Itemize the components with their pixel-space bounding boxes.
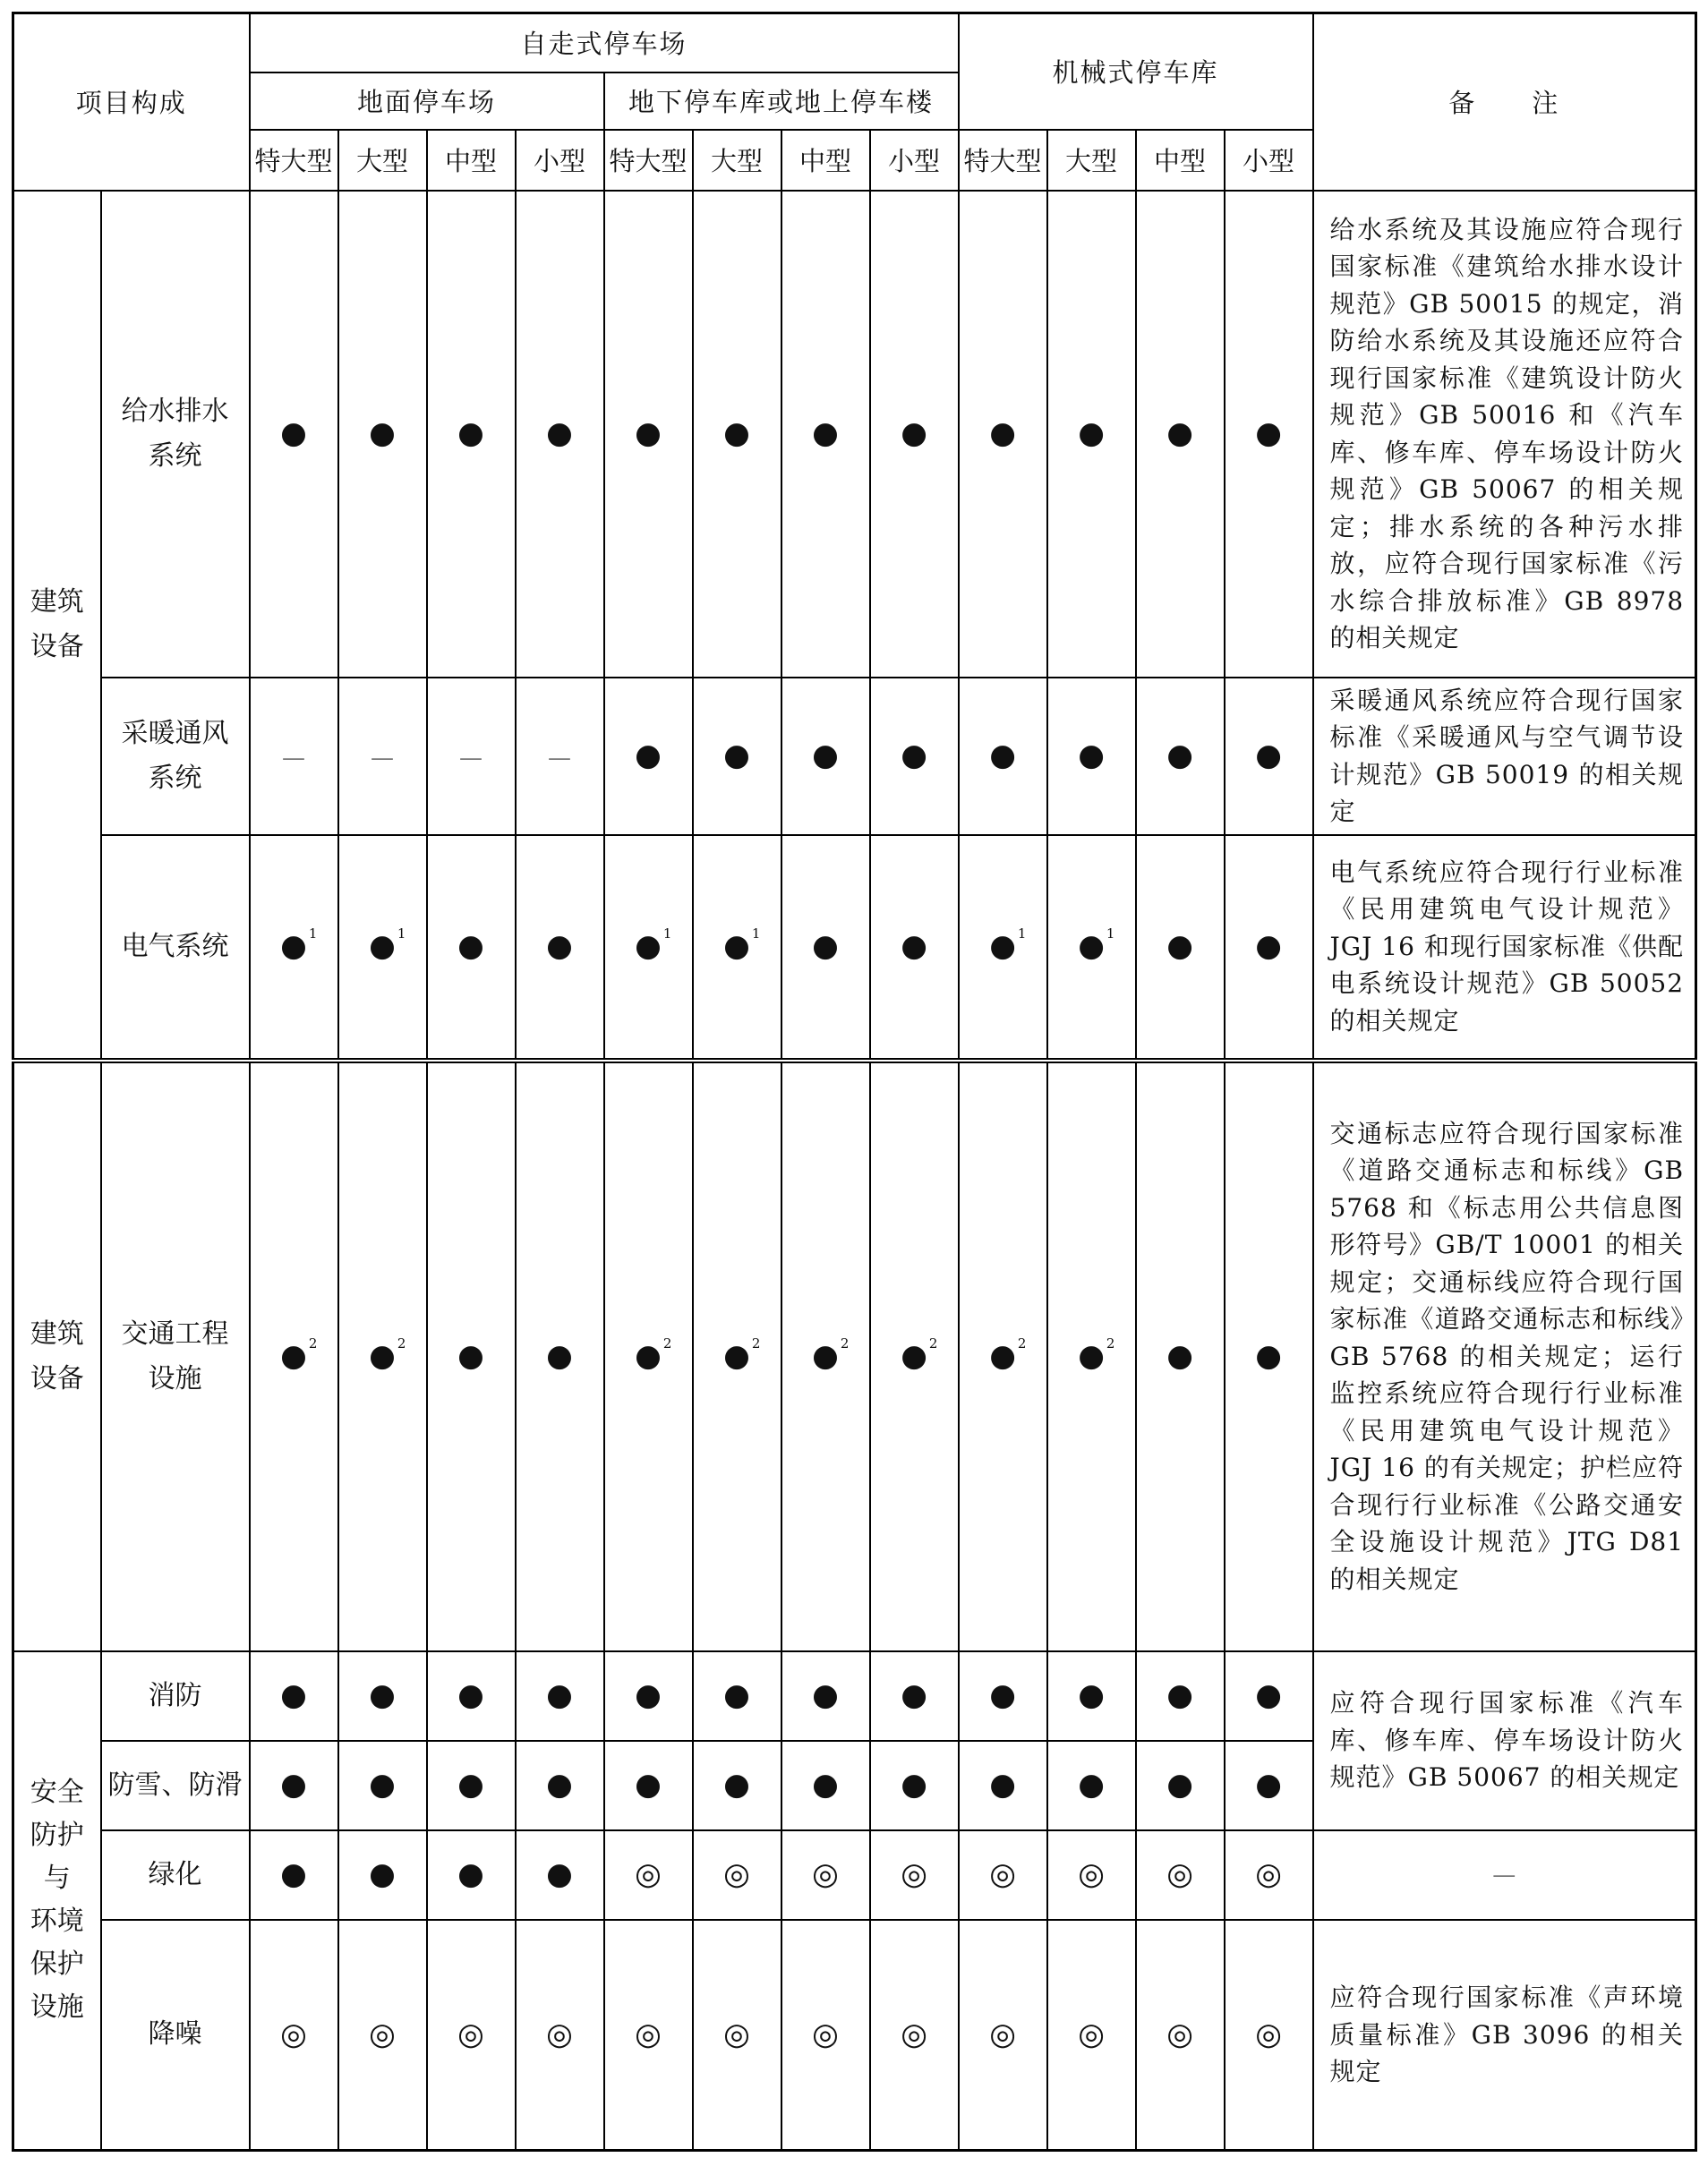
item-heating-ventilation: 采暖通风 系统 — [101, 678, 250, 835]
requirement-cell — [427, 1651, 516, 1741]
category-building-equipment-2: 建筑 设备 — [13, 1061, 101, 1651]
requirement-cell — [1047, 678, 1136, 835]
requirement-cell — [516, 1061, 604, 1651]
table-row — [13, 678, 1696, 835]
requirement-cell — [1047, 835, 1136, 1061]
table-row — [13, 835, 1696, 1061]
requirement-cell — [338, 678, 427, 835]
requirement-cell — [250, 191, 338, 678]
requirement-cell — [870, 678, 959, 835]
required-dot-icon: ● — [280, 1856, 307, 1892]
required-dot-icon: ● — [1166, 1338, 1193, 1374]
requirement-cell — [1225, 1920, 1313, 2151]
requirement-cell — [1136, 1651, 1225, 1741]
optional-circle-icon: ◎ — [457, 2016, 484, 2052]
size-header: 大型 — [338, 130, 427, 191]
footnote-marker: 1 — [1017, 925, 1027, 942]
table-row — [13, 1651, 1696, 1741]
required-dot-icon: ● — [635, 415, 662, 451]
remark-text: 采暖通风系统应符合现行国家标准《采暖通风与空气调节设计规范》GB 50019 的相关规定 — [1313, 678, 1696, 835]
footnote-marker: 2 — [1017, 1335, 1027, 1352]
not-applicable-dash: — — [548, 744, 572, 772]
requirement-cell — [693, 835, 781, 1061]
requirement-cell — [250, 1741, 338, 1830]
required-dot-icon: ● 2 — [1078, 1335, 1115, 1374]
item-electrical-system: 电气系统 — [101, 835, 250, 1061]
requirement-cell — [427, 191, 516, 678]
requirement-cell — [516, 678, 604, 835]
optional-circle-icon: ◎ — [280, 2016, 307, 2052]
underground-parking-header: 地下停车库或地上停车楼 — [604, 72, 959, 130]
requirement-cell — [1047, 1920, 1136, 2151]
requirement-cell — [427, 1920, 516, 2151]
required-dot-icon: ● — [1078, 738, 1105, 773]
footnote-marker: 2 — [662, 1335, 672, 1352]
requirement-cell — [870, 1741, 959, 1830]
required-dot-icon: ● 1 — [723, 925, 761, 964]
required-dot-icon: ● — [723, 415, 750, 451]
required-dot-icon: ● — [723, 1677, 750, 1713]
requirement-cell — [604, 1061, 693, 1651]
requirement-cell — [870, 1830, 959, 1920]
optional-circle-icon: ◎ — [546, 2016, 573, 2052]
requirement-cell — [516, 1651, 604, 1741]
requirement-cell — [338, 1830, 427, 1920]
required-dot-icon: ● — [989, 1677, 1016, 1713]
requirement-cell — [781, 191, 870, 678]
requirement-cell — [338, 1741, 427, 1830]
requirement-cell — [1136, 1830, 1225, 1920]
footnote-marker: 1 — [662, 925, 672, 942]
size-header: 特大型 — [959, 130, 1047, 191]
required-dot-icon: ● — [280, 1767, 307, 1803]
required-dot-icon: ● — [1255, 1338, 1282, 1374]
required-dot-icon: ● — [812, 928, 839, 964]
requirement-cell — [604, 1830, 693, 1920]
optional-circle-icon: ◎ — [635, 1856, 662, 1892]
required-dot-icon: ● 2 — [723, 1335, 761, 1374]
optional-circle-icon: ◎ — [989, 2016, 1016, 2052]
requirement-cell — [604, 678, 693, 835]
required-dot-icon: ● — [723, 1767, 750, 1803]
requirement-cell — [250, 1651, 338, 1741]
requirement-cell — [516, 1741, 604, 1830]
required-dot-icon: ● — [901, 1677, 927, 1713]
footnote-marker: 1 — [1106, 925, 1115, 942]
remarks-header: 备 注 — [1313, 13, 1696, 191]
requirement-cell — [781, 835, 870, 1061]
category-safety-environment: 安全 防护 与 环境 保护 设施 — [13, 1651, 101, 2151]
required-dot-icon: ● — [1255, 415, 1282, 451]
item-composition-header: 项目构成 — [13, 13, 250, 191]
requirement-cell — [781, 1830, 870, 1920]
footnote-marker: 2 — [1106, 1335, 1115, 1352]
required-dot-icon: ● — [989, 415, 1016, 451]
required-dot-icon: ● — [635, 738, 662, 773]
requirement-cell — [604, 191, 693, 678]
size-header: 小型 — [870, 130, 959, 191]
requirement-cell — [693, 1741, 781, 1830]
footnote-marker: 2 — [751, 1335, 761, 1352]
required-dot-icon: ● — [812, 1677, 839, 1713]
requirement-cell — [516, 835, 604, 1061]
required-dot-icon: ● — [1166, 738, 1193, 773]
requirement-cell — [870, 835, 959, 1061]
requirement-cell — [338, 191, 427, 678]
required-dot-icon: ● — [1166, 928, 1193, 964]
requirement-cell — [1136, 1061, 1225, 1651]
table-row — [13, 1920, 1696, 2151]
requirement-cell — [959, 1741, 1047, 1830]
requirement-cell — [693, 191, 781, 678]
requirement-cell — [693, 1830, 781, 1920]
required-dot-icon: ● — [457, 415, 484, 451]
standards-table-wrapper — [12, 12, 1695, 2152]
requirement-cell — [870, 1061, 959, 1651]
required-dot-icon: ● — [901, 415, 927, 451]
requirement-cell — [1047, 1061, 1136, 1651]
requirement-cell — [959, 1651, 1047, 1741]
requirement-cell — [1136, 191, 1225, 678]
item-snow-slip-prevention: 防雪、防滑 — [101, 1741, 250, 1830]
size-header: 特大型 — [604, 130, 693, 191]
required-dot-icon: ● — [635, 1677, 662, 1713]
required-dot-icon: ● — [1255, 928, 1282, 964]
footnote-marker: 2 — [928, 1335, 938, 1352]
requirement-cell — [516, 191, 604, 678]
optional-circle-icon: ◎ — [989, 1856, 1016, 1892]
requirement-cell — [1225, 1061, 1313, 1651]
requirement-cell — [427, 678, 516, 835]
requirement-cell — [427, 1741, 516, 1830]
remark-text: 交通标志应符合现行国家标准《道路交通标志和标线》GB 5768 和《标志用公共信息图形符号》GB/T 10001 的相关规定；交通标线应符合现行国家标准《道路交通标志和标线》GB 5768 的相关规定；运行监控系统应符合现行行业标准《民用建筑电气设计规范》JGJ 16 的有关规定；护栏应符合现行行业标准《公路交通安全设施设计规范》JTG D81 的相关规定 — [1313, 1061, 1696, 1651]
requirement-cell — [250, 835, 338, 1061]
required-dot-icon: ● — [1166, 1677, 1193, 1713]
table-row — [13, 1830, 1696, 1920]
requirement-cell — [1225, 1741, 1313, 1830]
required-dot-icon: ● — [1255, 738, 1282, 773]
remark-dash: — — [1313, 1830, 1696, 1920]
requirement-cell — [781, 1651, 870, 1741]
required-dot-icon: ● — [280, 415, 307, 451]
requirement-cell — [870, 1920, 959, 2151]
required-dot-icon: ● — [546, 415, 573, 451]
requirement-cell — [250, 1061, 338, 1651]
optional-circle-icon: ◎ — [1166, 2016, 1193, 2052]
size-header: 小型 — [516, 130, 604, 191]
required-dot-icon: ● 1 — [989, 925, 1027, 964]
required-dot-icon: ● — [369, 1677, 396, 1713]
requirement-cell — [959, 1830, 1047, 1920]
header-row-1 — [13, 13, 1696, 72]
required-dot-icon: ● — [901, 738, 927, 773]
required-dot-icon: ● — [280, 1677, 307, 1713]
requirement-cell — [338, 835, 427, 1061]
required-dot-icon: ● — [369, 1767, 396, 1803]
required-dot-icon: ● — [635, 1767, 662, 1803]
size-header: 大型 — [1047, 130, 1136, 191]
footnote-marker: 2 — [840, 1335, 850, 1352]
item-water-supply-drainage: 给水排水 系统 — [101, 191, 250, 678]
requirement-cell — [1047, 1651, 1136, 1741]
requirement-cell — [338, 1061, 427, 1651]
category-building-equipment: 建筑 设备 — [13, 191, 101, 1061]
not-applicable-dash: — — [459, 744, 483, 772]
requirement-cell — [781, 1920, 870, 2151]
requirement-cell — [516, 1830, 604, 1920]
required-dot-icon: ● — [457, 928, 484, 964]
requirement-cell — [959, 191, 1047, 678]
required-dot-icon: ● — [989, 738, 1016, 773]
required-dot-icon: ● — [1078, 415, 1105, 451]
requirement-cell — [693, 1651, 781, 1741]
required-dot-icon: ● — [546, 1677, 573, 1713]
required-dot-icon: ● — [1078, 1677, 1105, 1713]
optional-circle-icon: ◎ — [723, 1856, 750, 1892]
requirement-cell — [427, 1830, 516, 1920]
required-dot-icon: ● — [457, 1856, 484, 1892]
required-dot-icon: ● — [812, 415, 839, 451]
required-dot-icon: ● 2 — [989, 1335, 1027, 1374]
size-header: 大型 — [693, 130, 781, 191]
optional-circle-icon: ◎ — [723, 2016, 750, 2052]
requirement-cell — [959, 1920, 1047, 2151]
requirement-cell — [1225, 191, 1313, 678]
requirement-cell — [604, 1651, 693, 1741]
requirement-cell — [250, 1920, 338, 2151]
table-row — [13, 191, 1696, 678]
required-dot-icon: ● — [546, 928, 573, 964]
optional-circle-icon: ◎ — [812, 1856, 839, 1892]
required-dot-icon: ● — [457, 1677, 484, 1713]
requirement-cell — [1136, 1741, 1225, 1830]
requirement-cell — [427, 1061, 516, 1651]
item-noise-reduction: 降噪 — [101, 1920, 250, 2151]
table-row — [13, 1061, 1696, 1651]
optional-circle-icon: ◎ — [812, 2016, 839, 2052]
remark-text: 给水系统及其设施应符合现行国家标准《建筑给水排水设计规范》GB 50015 的规定，消防给水系统及其设施还应符合现行国家标准《建筑设计防火规范》GB 50016 和《汽车库、修车库、停车场设计防火规范》GB 50067 的相关规定；排水系统的各种污水排放，应符合现行国家标准《污水综合排放标准》GB 8978 的相关规定 — [1313, 191, 1696, 678]
requirement-cell — [781, 1061, 870, 1651]
size-header: 中型 — [427, 130, 516, 191]
size-header: 特大型 — [250, 130, 338, 191]
requirement-cell — [693, 1061, 781, 1651]
not-applicable-dash: — — [282, 744, 306, 772]
required-dot-icon: ● 2 — [901, 1335, 938, 1374]
required-dot-icon: ● — [369, 415, 396, 451]
optional-circle-icon: ◎ — [635, 2016, 662, 2052]
required-dot-icon: ● — [369, 1856, 396, 1892]
requirement-cell — [1047, 1741, 1136, 1830]
footnote-marker: 1 — [397, 925, 406, 942]
required-dot-icon: ● 2 — [280, 1335, 318, 1374]
size-header: 小型 — [1225, 130, 1313, 191]
requirement-cell — [250, 678, 338, 835]
footnote-marker: 2 — [397, 1335, 406, 1352]
requirement-cell — [959, 678, 1047, 835]
requirement-cell — [693, 1920, 781, 2151]
requirement-cell — [1136, 1920, 1225, 2151]
item-traffic-engineering: 交通工程 设施 — [101, 1061, 250, 1651]
required-dot-icon: ● 1 — [369, 925, 406, 964]
required-dot-icon: ● — [1166, 1767, 1193, 1803]
requirement-cell — [1225, 678, 1313, 835]
required-dot-icon: ● 1 — [635, 925, 672, 964]
requirement-cell — [870, 1651, 959, 1741]
not-applicable-dash: — — [371, 744, 395, 772]
requirement-cell — [1225, 835, 1313, 1061]
item-greening: 绿化 — [101, 1830, 250, 1920]
item-fire-protection: 消防 — [101, 1651, 250, 1741]
optional-circle-icon: ◎ — [1078, 1856, 1105, 1892]
mechanical-garage-header: 机械式停车库 — [959, 13, 1313, 130]
requirement-cell — [959, 835, 1047, 1061]
optional-circle-icon: ◎ — [1255, 1856, 1282, 1892]
self-propelled-parking-header: 自走式停车场 — [250, 13, 959, 72]
required-dot-icon: ● — [1255, 1767, 1282, 1803]
optional-circle-icon: ◎ — [1255, 2016, 1282, 2052]
required-dot-icon: ● — [812, 738, 839, 773]
required-dot-icon: ● — [901, 928, 927, 964]
requirement-cell — [604, 1741, 693, 1830]
requirement-cell — [604, 1920, 693, 2151]
required-dot-icon: ● — [546, 1767, 573, 1803]
requirement-cell — [781, 1741, 870, 1830]
required-dot-icon: ● — [989, 1767, 1016, 1803]
requirement-cell — [516, 1920, 604, 2151]
required-dot-icon: ● — [546, 1856, 573, 1892]
remark-text: 电气系统应符合现行行业标准《民用建筑电气设计规范》JGJ 16 和现行国家标准《供配电系统设计规范》GB 50052 的相关规定 — [1313, 835, 1696, 1061]
requirement-cell — [870, 191, 959, 678]
ground-parking-header: 地面停车场 — [250, 72, 604, 130]
optional-circle-icon: ◎ — [369, 2016, 396, 2052]
remark-text: 应符合现行国家标准《声环境质量标准》GB 3096 的相关规定 — [1313, 1920, 1696, 2151]
size-header: 中型 — [781, 130, 870, 191]
requirement-cell — [1136, 835, 1225, 1061]
requirement-cell — [338, 1651, 427, 1741]
required-dot-icon: ● 1 — [280, 925, 318, 964]
optional-circle-icon: ◎ — [1078, 2016, 1105, 2052]
required-dot-icon: ● — [1078, 1767, 1105, 1803]
requirement-cell — [1047, 191, 1136, 678]
optional-circle-icon: ◎ — [901, 2016, 927, 2052]
remark-text: 应符合现行国家标准《汽车库、修车库、停车场设计防火规范》GB 50067 的相关规定 — [1313, 1651, 1696, 1830]
footnote-marker: 1 — [308, 925, 318, 942]
requirement-cell — [1047, 1830, 1136, 1920]
parking-facility-requirements-table — [12, 12, 1697, 2152]
required-dot-icon: ● — [723, 738, 750, 773]
required-dot-icon: ● — [1255, 1677, 1282, 1713]
required-dot-icon: ● — [1166, 415, 1193, 451]
requirement-cell — [427, 835, 516, 1061]
required-dot-icon: ● 1 — [1078, 925, 1115, 964]
requirement-cell — [338, 1920, 427, 2151]
requirement-cell — [604, 835, 693, 1061]
required-dot-icon: ● — [457, 1338, 484, 1374]
requirement-cell — [959, 1061, 1047, 1651]
required-dot-icon: ● 2 — [812, 1335, 850, 1374]
requirement-cell — [781, 678, 870, 835]
size-header: 中型 — [1136, 130, 1225, 191]
required-dot-icon: ● — [901, 1767, 927, 1803]
required-dot-icon: ● — [546, 1338, 573, 1374]
required-dot-icon: ● 2 — [369, 1335, 406, 1374]
optional-circle-icon: ◎ — [1166, 1856, 1193, 1892]
footnote-marker: 2 — [308, 1335, 318, 1352]
requirement-cell — [250, 1830, 338, 1920]
required-dot-icon: ● — [812, 1767, 839, 1803]
required-dot-icon: ● 2 — [635, 1335, 672, 1374]
requirement-cell — [693, 678, 781, 835]
requirement-cell — [1225, 1830, 1313, 1920]
optional-circle-icon: ◎ — [901, 1856, 927, 1892]
requirement-cell — [1225, 1651, 1313, 1741]
footnote-marker: 1 — [751, 925, 761, 942]
required-dot-icon: ● — [457, 1767, 484, 1803]
requirement-cell — [1136, 678, 1225, 835]
